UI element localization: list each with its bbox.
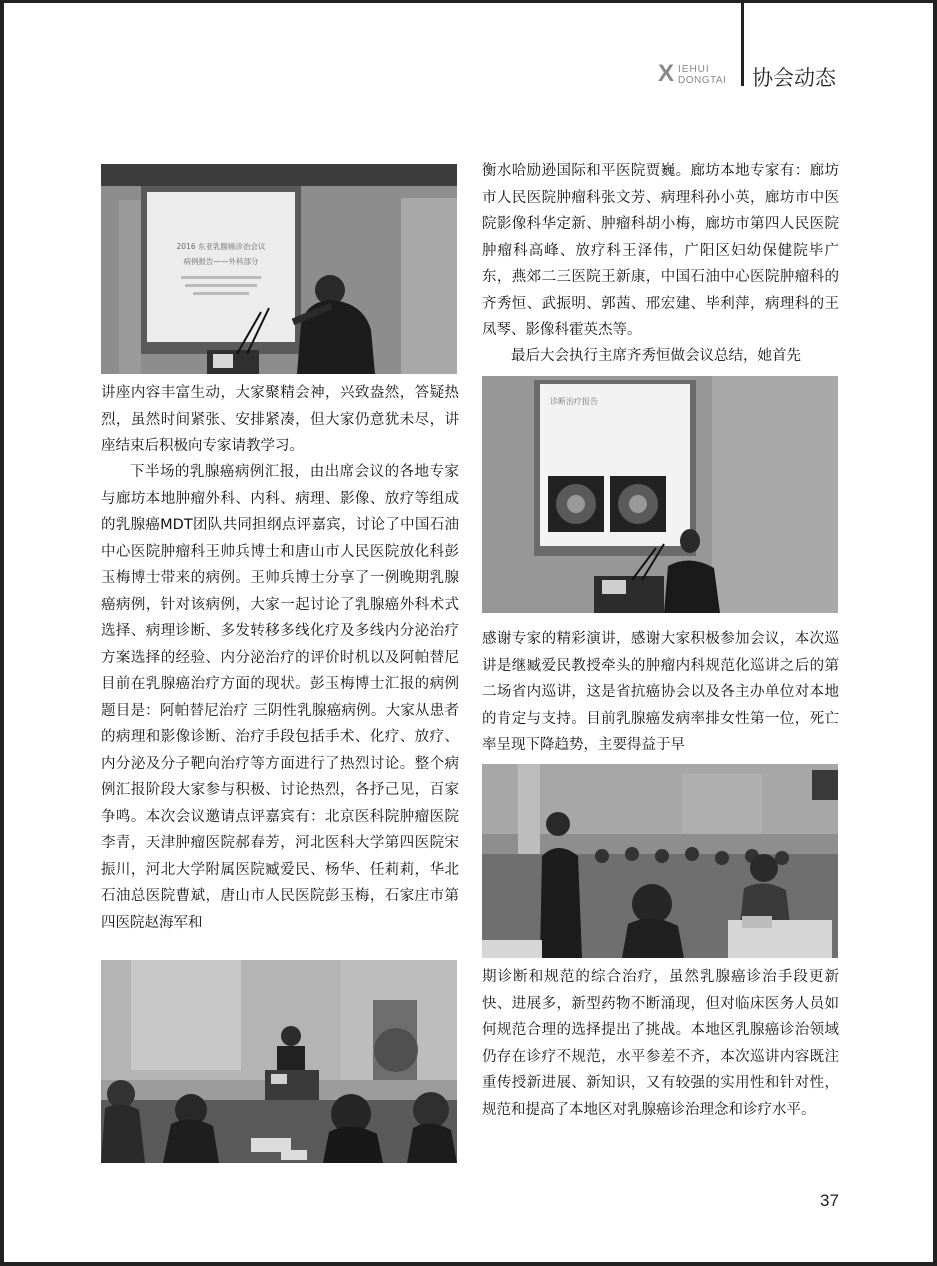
slide-text-line-1: 2016 东亚乳腺癌诊治会议: [176, 242, 266, 251]
section-title: 协会动态: [752, 66, 836, 90]
slide-text-line-2: 病例报告——外科部分: [183, 257, 259, 266]
slide-title-text: 诊断治疗报告: [550, 397, 598, 406]
right-paragraph-3: 感谢专家的精彩演讲，感谢大家积极参加会议，本次巡讲是继臧爱民教授牵头的肿瘤内科规范化巡讲之后的第二场省内巡讲，这是省抗癌协会以及各主办单位对本地的肯定与支持。目前乳腺癌发病率排女性第一位，死亡率呈现下降趋势，主要得益于早: [482, 631, 839, 753]
brand-line-2: DONGTAI: [678, 75, 727, 86]
right-paragraph-1: 衡水哈励逊国际和平医院贾巍。廊坊本地专家有：廊坊市人民医院肿瘤科张文芳、病理科孙小英，廊坊市中医院影像科华定新、肿瘤科胡小梅，廊坊市第四人民医院肿瘤科高峰、放疗科王泽伟，广阳区妇幼保健院毕广东，燕郊二三医院王新康，中国石油中心医院肿瘤科的齐秀恒、武振明、郭茜、邢宏建、毕利萍，病理科的王凤琴、影像科霍英杰等。: [482, 163, 839, 338]
right-paragraph-4: 期诊断和规范的综合治疗，虽然乳腺癌诊治手段更新快、进展多，新型药物不断涌现，但对临床医务人员如何规范合理的选择提出了挑战。本地区乳腺癌诊治领域仍存在诊疗不规范，水平参差不齐，本次巡讲内容既注重传授新进展、新知识，又有较强的实用性和针对性，规范和提高了本地区对乳腺癌诊治理念和诊疗水平。: [482, 969, 839, 1118]
brand-initial: X: [658, 60, 675, 87]
left-paragraph-2: 下半场的乳腺癌病例汇报，由出席会议的各地专家与廊坊本地肿瘤外科、内科、病理、影像、放疗等组成的乳腺癌MDT团队共同担纲点评嘉宾，讨论了中国石油中心医院肿瘤科王帅兵博士和唐山市人民医院放化科彭玉梅博士带来的病例。王帅兵博士分享了一例晚期乳腺癌病例，针对该病例，大家一起讨论了乳腺癌外科术式选择、病理诊断、多发转移多线化疗及多线内分泌治疗方案选择的经验、内分泌治疗的评价时机以及阿帕替尼目前在乳腺癌治疗方面的现状。彭玉梅博士汇报的病例题目是：阿帕替尼治疗 三阴性乳腺癌病例。大家从患者的病理和影像诊断、治疗手段包括手术、化疗、放疗、内分泌及分子靶向治疗等方面进行了热烈讨论。整个病例汇报阶段大家参与积极、讨论热烈，各抒己见，百家争鸣。本次会议邀请点评嘉宾有：北京医科院肿瘤医院李青，天津肿瘤医院郝春芳，河北医科大学第四医院宋振川，河北大学附属医院臧爱民、杨华、任莉莉，华北石油总医院曹斌，唐山市人民医院彭玉梅，石家庄市第四医院赵海军和: [101, 464, 459, 931]
page-frame-left: [0, 0, 4, 1266]
right-paragraph-2: 最后大会执行主席齐秀恒做会议总结，她首先: [511, 348, 801, 364]
brand-line-1: IEHUI: [678, 64, 710, 75]
photo-female-speaker: [482, 376, 838, 613]
page-number: 37: [820, 1191, 839, 1210]
section-brand-logo: [658, 62, 736, 88]
page-frame-top: [0, 0, 937, 3]
header-divider: [741, 0, 744, 86]
left-paragraph-1: 讲座内容丰富生动，大家聚精会神，兴致盎然，答疑热烈，虽然时间紧张、安排紧凑，但大家仍意犹未尽，讲座结束后积极向专家请教学习。: [101, 385, 459, 454]
photo-audience-tables: [482, 764, 838, 958]
photo-speaker-lecture: [101, 164, 457, 374]
photo-podium-audience: [101, 960, 457, 1163]
page-frame-right: [933, 0, 937, 1266]
page-frame-bottom: [0, 1262, 937, 1266]
